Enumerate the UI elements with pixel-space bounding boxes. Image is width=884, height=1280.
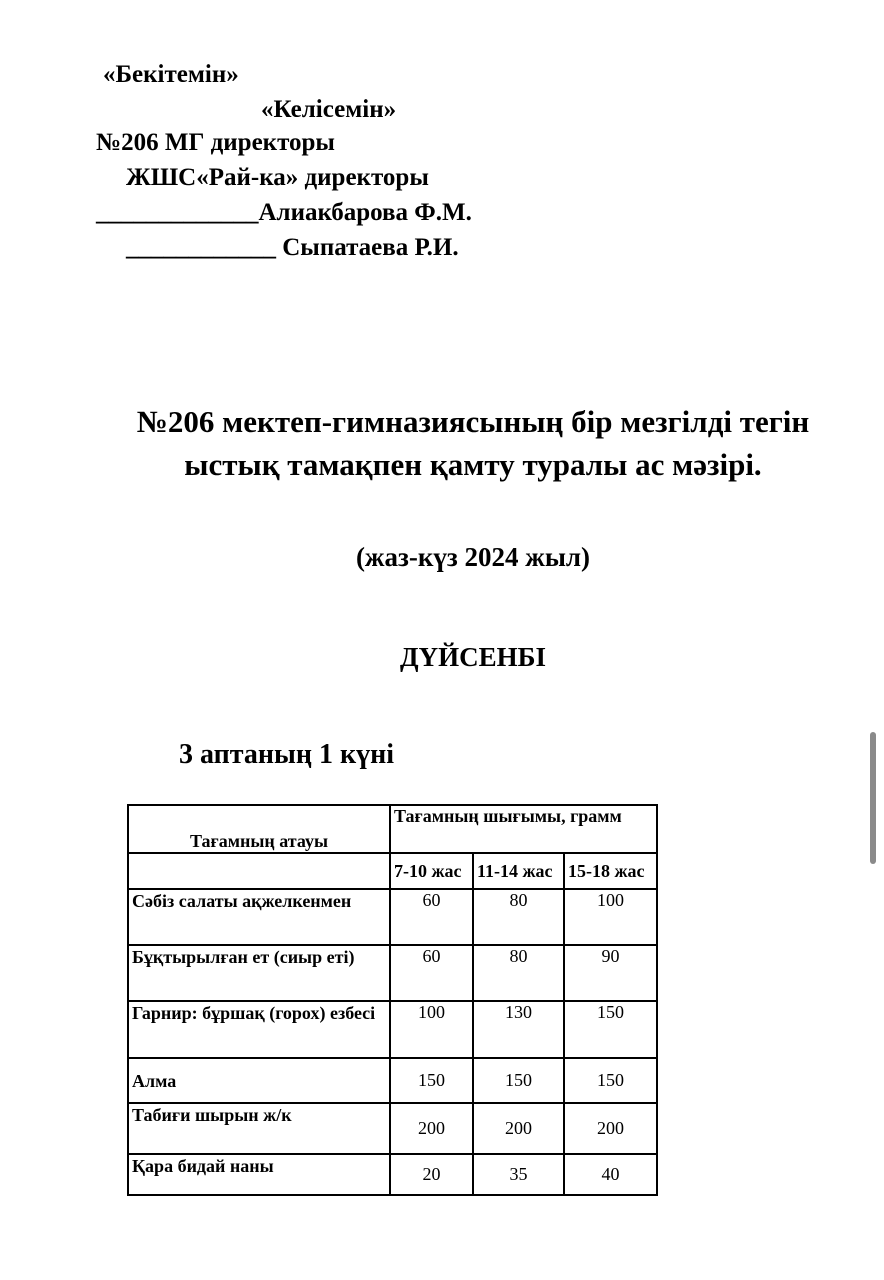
table-row — [128, 945, 657, 1001]
table-header-row — [128, 805, 657, 853]
signature-line-2: ____________ Сыпатаева Р.И. — [126, 234, 459, 261]
age-header-row — [128, 853, 657, 889]
table-row — [128, 1001, 657, 1058]
yield-value: 200 — [390, 1103, 473, 1154]
dish-name: Алма — [128, 1058, 390, 1103]
yield-value: 150 — [473, 1058, 564, 1103]
approved-label: «Бекітемін» — [103, 61, 239, 88]
dish-name: Табиғи шырын ж/к — [128, 1103, 390, 1154]
school-director-label: №206 МГ директоры — [96, 129, 335, 156]
signature-line-1: _____________Алиакбарова Ф.М. — [96, 199, 472, 226]
company-director-label: ЖШС«Рай-ка» директоры — [126, 164, 429, 191]
yield-value: 20 — [390, 1154, 473, 1195]
age-group-header: 11-14 жас — [473, 853, 564, 889]
table-row — [128, 1058, 657, 1103]
day-heading: ДҮЙСЕНБІ — [400, 642, 546, 672]
yield-value: 80 — [473, 945, 564, 1001]
empty-header-cell — [128, 853, 390, 889]
yield-value: 35 — [473, 1154, 564, 1195]
yield-value: 150 — [390, 1058, 473, 1103]
yield-value: 130 — [473, 1001, 564, 1058]
menu-table — [127, 804, 658, 1196]
table-row — [128, 1103, 657, 1154]
yield-header: Тағамның шығымы, грамм — [390, 805, 657, 853]
yield-value: 150 — [564, 1001, 657, 1058]
yield-value: 100 — [390, 1001, 473, 1058]
yield-value: 90 — [564, 945, 657, 1001]
age-group-header: 7-10 жас — [390, 853, 473, 889]
name-header: Тағамның атауы — [128, 805, 390, 853]
document-subtitle: (жаз-күз 2024 жыл) — [355, 542, 591, 572]
yield-value: 40 — [564, 1154, 657, 1195]
week-day-label: 3 аптаның 1 күні — [179, 739, 395, 770]
dish-name: Қара бидай наны — [128, 1154, 390, 1195]
agreed-label: «Келісемін» — [261, 96, 397, 123]
dish-name: Бұқтырылған ет (сиыр еті) — [128, 945, 390, 1001]
yield-value: 100 — [564, 889, 657, 945]
dish-name: Сәбіз салаты ақжелкенмен — [128, 889, 390, 945]
yield-value: 60 — [390, 945, 473, 1001]
yield-value: 80 — [473, 889, 564, 945]
yield-value: 200 — [564, 1103, 657, 1154]
yield-value: 60 — [390, 889, 473, 945]
age-group-header: 15-18 жас — [564, 853, 657, 889]
table-row — [128, 1154, 657, 1195]
document-title: №206 мектеп-гимназиясының бір мезгілді тегін ыстық тамақпен қамту туралы ас мәзірі. — [136, 404, 810, 482]
vertical-scrollbar[interactable] — [870, 732, 876, 864]
table-row — [128, 889, 657, 945]
dish-name: Гарнир: бұршақ (горох) езбесі — [128, 1001, 390, 1058]
yield-value: 150 — [564, 1058, 657, 1103]
yield-value: 200 — [473, 1103, 564, 1154]
